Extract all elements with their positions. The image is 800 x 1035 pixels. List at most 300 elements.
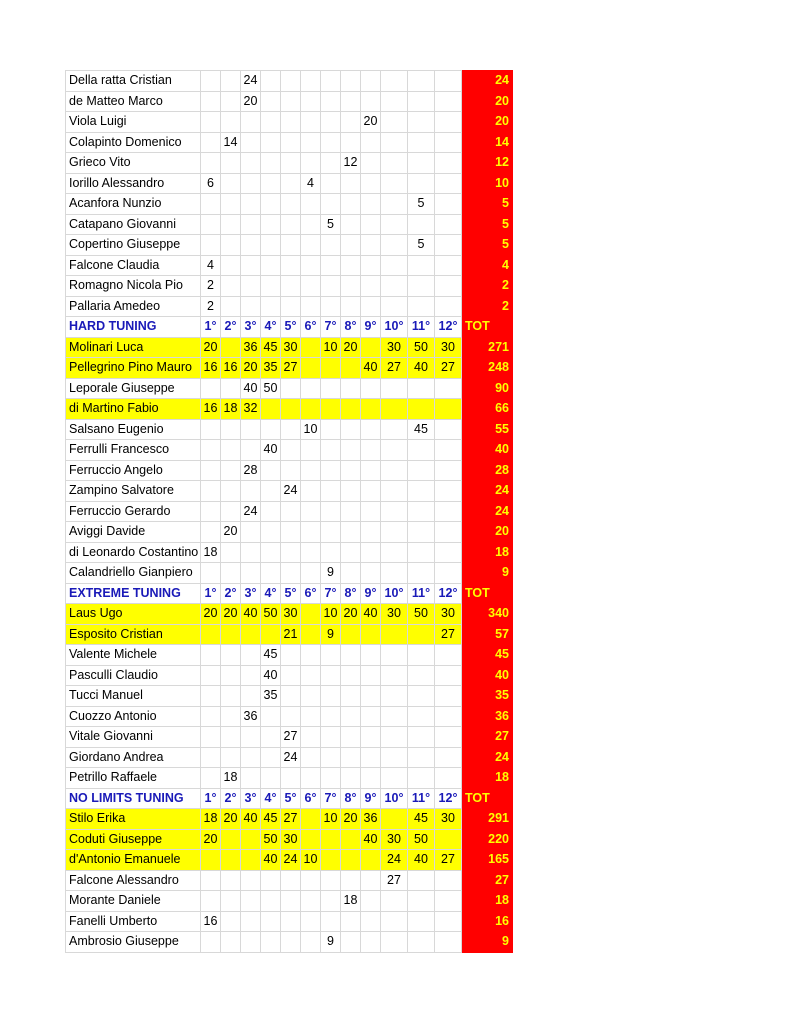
round-score (241, 665, 261, 686)
round-score (201, 132, 221, 153)
round-score (435, 645, 462, 666)
round-score (321, 645, 341, 666)
total-score: 24 (462, 71, 513, 92)
round-score: 20 (241, 91, 261, 112)
round-score (261, 563, 281, 584)
round-score (221, 870, 241, 891)
total-score: 20 (462, 91, 513, 112)
round-score (361, 440, 381, 461)
round-score: 16 (201, 399, 221, 420)
total-score: 5 (462, 194, 513, 215)
round-score (341, 460, 361, 481)
round-header: 3° (241, 788, 261, 809)
round-score (301, 399, 321, 420)
round-header: 2° (221, 583, 241, 604)
round-score (221, 563, 241, 584)
round-score (361, 214, 381, 235)
round-score (341, 132, 361, 153)
table-row (66, 194, 513, 215)
round-score (435, 706, 462, 727)
round-score (241, 276, 261, 297)
round-score (281, 911, 301, 932)
round-score (435, 891, 462, 912)
round-score (201, 153, 221, 174)
driver-name: Aviggi Davide (66, 522, 201, 543)
category-header-row (66, 788, 513, 809)
total-score: 4 (462, 255, 513, 276)
table-row (66, 850, 513, 871)
round-score (408, 173, 435, 194)
round-score: 10 (321, 809, 341, 830)
round-score (281, 522, 301, 543)
round-score (301, 624, 321, 645)
round-header: 7° (321, 317, 341, 338)
round-score: 35 (261, 686, 281, 707)
round-score (281, 440, 301, 461)
round-score (221, 71, 241, 92)
round-score (241, 911, 261, 932)
round-score (341, 91, 361, 112)
round-score (361, 522, 381, 543)
round-header: 11° (408, 583, 435, 604)
round-score (201, 747, 221, 768)
round-score (241, 296, 261, 317)
round-score: 40 (241, 604, 261, 625)
driver-name: Salsano Eugenio (66, 419, 201, 440)
table-row (66, 255, 513, 276)
round-score (241, 173, 261, 194)
total-score: 9 (462, 932, 513, 953)
round-score (301, 378, 321, 399)
round-score (241, 132, 261, 153)
table-row (66, 296, 513, 317)
round-score (321, 358, 341, 379)
round-score (381, 624, 408, 645)
round-score (408, 686, 435, 707)
round-score: 20 (221, 604, 241, 625)
round-score: 20 (341, 337, 361, 358)
round-score: 40 (261, 665, 281, 686)
category-title: HARD TUNING (66, 317, 201, 338)
round-score (281, 460, 301, 481)
round-score (221, 91, 241, 112)
round-score (408, 460, 435, 481)
round-score (408, 624, 435, 645)
round-header: 12° (435, 788, 462, 809)
round-score (301, 645, 321, 666)
round-score (261, 235, 281, 256)
round-score (381, 522, 408, 543)
total-score: 220 (462, 829, 513, 850)
round-score: 40 (361, 358, 381, 379)
round-score: 27 (281, 809, 301, 830)
round-header: 5° (281, 317, 301, 338)
table-row (66, 932, 513, 953)
round-score (261, 91, 281, 112)
round-header: 9° (361, 583, 381, 604)
table-row (66, 809, 513, 830)
standings-body (66, 71, 513, 953)
round-score (221, 932, 241, 953)
table-row (66, 214, 513, 235)
driver-name: Viola Luigi (66, 112, 201, 133)
total-score: 66 (462, 399, 513, 420)
round-score: 40 (361, 829, 381, 850)
round-score (381, 809, 408, 830)
round-score (201, 768, 221, 789)
round-score: 24 (241, 71, 261, 92)
table-row (66, 71, 513, 92)
round-score (281, 768, 301, 789)
round-score: 30 (281, 337, 301, 358)
round-score (281, 71, 301, 92)
round-score (435, 71, 462, 92)
round-header: 4° (261, 583, 281, 604)
round-score (408, 542, 435, 563)
round-score (221, 440, 241, 461)
round-score (341, 173, 361, 194)
round-score: 45 (261, 645, 281, 666)
round-score (435, 296, 462, 317)
round-score (301, 214, 321, 235)
category-header-row (66, 317, 513, 338)
round-score (321, 440, 341, 461)
round-header: 8° (341, 317, 361, 338)
total-score: 18 (462, 768, 513, 789)
round-score (261, 768, 281, 789)
round-score (281, 91, 301, 112)
round-score: 20 (201, 829, 221, 850)
driver-name: Ferruccio Angelo (66, 460, 201, 481)
total-score: 248 (462, 358, 513, 379)
round-score: 16 (221, 358, 241, 379)
round-score (361, 706, 381, 727)
round-header: 3° (241, 583, 261, 604)
total-score: 40 (462, 440, 513, 461)
round-score: 2 (201, 276, 221, 297)
round-score (321, 686, 341, 707)
round-score (221, 255, 241, 276)
table-row (66, 440, 513, 461)
round-score (341, 932, 361, 953)
table-row (66, 235, 513, 256)
table-row (66, 378, 513, 399)
round-score (435, 378, 462, 399)
round-score (261, 522, 281, 543)
round-score: 27 (381, 870, 408, 891)
round-score (321, 173, 341, 194)
table-row (66, 112, 513, 133)
driver-name: Romagno Nicola Pio (66, 276, 201, 297)
round-header: 4° (261, 788, 281, 809)
round-score (381, 747, 408, 768)
round-score (321, 747, 341, 768)
table-row (66, 522, 513, 543)
driver-name: Stilo Erika (66, 809, 201, 830)
round-score (221, 214, 241, 235)
round-score (435, 747, 462, 768)
round-score (221, 337, 241, 358)
round-score (201, 850, 221, 871)
round-score (201, 71, 221, 92)
round-score (201, 440, 221, 461)
table-row (66, 768, 513, 789)
driver-name: Falcone Alessandro (66, 870, 201, 891)
round-score (341, 399, 361, 420)
round-score (361, 911, 381, 932)
round-score (301, 153, 321, 174)
round-score (201, 235, 221, 256)
category-title: EXTREME TUNING (66, 583, 201, 604)
round-score (435, 522, 462, 543)
round-score (301, 891, 321, 912)
round-score (221, 501, 241, 522)
round-score (381, 378, 408, 399)
round-score (435, 235, 462, 256)
round-score: 20 (201, 604, 221, 625)
round-score (301, 809, 321, 830)
round-score (301, 686, 321, 707)
round-score (201, 112, 221, 133)
round-score (261, 624, 281, 645)
round-score (281, 870, 301, 891)
round-score: 4 (301, 173, 321, 194)
standings-sheet (65, 70, 513, 953)
round-score (435, 665, 462, 686)
round-score (301, 522, 321, 543)
round-score (221, 378, 241, 399)
driver-name: Colapinto Domenico (66, 132, 201, 153)
round-score: 30 (381, 337, 408, 358)
round-score (201, 91, 221, 112)
round-score (221, 665, 241, 686)
round-header: 6° (301, 788, 321, 809)
round-score (341, 706, 361, 727)
table-row (66, 665, 513, 686)
round-score: 6 (201, 173, 221, 194)
round-score (381, 399, 408, 420)
round-score (221, 850, 241, 871)
round-score (321, 153, 341, 174)
round-score: 20 (221, 809, 241, 830)
driver-name: Coduti Giuseppe (66, 829, 201, 850)
round-score (381, 891, 408, 912)
round-score (381, 440, 408, 461)
round-score (341, 870, 361, 891)
round-score (361, 501, 381, 522)
round-score (301, 255, 321, 276)
round-score (435, 911, 462, 932)
round-score (221, 624, 241, 645)
round-score (435, 440, 462, 461)
round-score (341, 829, 361, 850)
round-score (201, 932, 221, 953)
round-score (435, 399, 462, 420)
round-header: 11° (408, 317, 435, 338)
table-row (66, 563, 513, 584)
round-score (321, 542, 341, 563)
total-score: 20 (462, 112, 513, 133)
round-score: 2 (201, 296, 221, 317)
round-score (281, 132, 301, 153)
round-score (381, 132, 408, 153)
driver-name: Grieco Vito (66, 153, 201, 174)
round-score (408, 665, 435, 686)
round-score (281, 255, 301, 276)
round-score (201, 624, 221, 645)
round-score (321, 850, 341, 871)
round-score (361, 337, 381, 358)
round-header: 8° (341, 583, 361, 604)
round-score: 27 (381, 358, 408, 379)
round-header: 5° (281, 583, 301, 604)
driver-name: Ferrulli Francesco (66, 440, 201, 461)
round-header: 10° (381, 788, 408, 809)
round-score (381, 911, 408, 932)
round-score (301, 604, 321, 625)
round-score (408, 891, 435, 912)
round-score: 30 (281, 829, 301, 850)
round-score (381, 173, 408, 194)
driver-name: Ferruccio Gerardo (66, 501, 201, 522)
round-score (301, 706, 321, 727)
round-score (261, 296, 281, 317)
round-score (435, 686, 462, 707)
round-score (408, 768, 435, 789)
driver-name: di Martino Fabio (66, 399, 201, 420)
round-score (435, 153, 462, 174)
round-score (241, 850, 261, 871)
round-score (321, 891, 341, 912)
round-header: 2° (221, 317, 241, 338)
round-score: 18 (221, 399, 241, 420)
round-score (281, 276, 301, 297)
table-row (66, 337, 513, 358)
round-score: 9 (321, 563, 341, 584)
table-row (66, 891, 513, 912)
round-score (381, 235, 408, 256)
round-score (281, 645, 301, 666)
round-score (221, 276, 241, 297)
round-score (281, 501, 301, 522)
driver-name: Morante Daniele (66, 891, 201, 912)
round-score (361, 542, 381, 563)
round-score: 27 (435, 850, 462, 871)
round-score (381, 194, 408, 215)
round-score (301, 481, 321, 502)
round-score (381, 768, 408, 789)
round-score: 40 (408, 358, 435, 379)
round-score (241, 891, 261, 912)
round-score: 10 (321, 604, 341, 625)
driver-name: Falcone Claudia (66, 255, 201, 276)
round-score (361, 727, 381, 748)
round-score (408, 112, 435, 133)
round-score (221, 194, 241, 215)
round-score (281, 563, 301, 584)
round-score (341, 214, 361, 235)
total-score: 27 (462, 727, 513, 748)
table-row (66, 624, 513, 645)
round-score (301, 542, 321, 563)
round-score (408, 378, 435, 399)
round-score (408, 481, 435, 502)
round-header: 8° (341, 788, 361, 809)
table-row (66, 911, 513, 932)
table-row (66, 542, 513, 563)
round-score: 45 (408, 809, 435, 830)
round-score (201, 706, 221, 727)
total-score: 35 (462, 686, 513, 707)
round-score (241, 419, 261, 440)
round-score (241, 645, 261, 666)
round-score (301, 460, 321, 481)
round-score (321, 235, 341, 256)
round-score (241, 112, 261, 133)
round-score (341, 194, 361, 215)
round-score (241, 214, 261, 235)
total-score: 2 (462, 296, 513, 317)
round-score: 40 (261, 440, 281, 461)
table-row (66, 645, 513, 666)
round-score (341, 255, 361, 276)
round-score (221, 911, 241, 932)
driver-name: Tucci Manuel (66, 686, 201, 707)
round-score (408, 91, 435, 112)
round-score (435, 542, 462, 563)
driver-name: d'Antonio Emanuele (66, 850, 201, 871)
round-score (381, 214, 408, 235)
round-score (241, 542, 261, 563)
round-score: 20 (221, 522, 241, 543)
round-score (361, 645, 381, 666)
round-score (435, 481, 462, 502)
round-score (301, 768, 321, 789)
round-score (381, 112, 408, 133)
round-score (361, 296, 381, 317)
round-score: 5 (321, 214, 341, 235)
driver-name: Acanfora Nunzio (66, 194, 201, 215)
round-score (321, 870, 341, 891)
round-score (361, 173, 381, 194)
round-score (341, 358, 361, 379)
round-score: 50 (408, 604, 435, 625)
round-score (341, 747, 361, 768)
round-score (201, 645, 221, 666)
round-score (381, 296, 408, 317)
round-score (281, 173, 301, 194)
round-score: 9 (321, 624, 341, 645)
round-score (221, 235, 241, 256)
round-score (408, 296, 435, 317)
round-score (281, 891, 301, 912)
round-score: 40 (408, 850, 435, 871)
round-header: 10° (381, 317, 408, 338)
round-score (301, 276, 321, 297)
round-score (261, 173, 281, 194)
round-score (321, 665, 341, 686)
round-score: 32 (241, 399, 261, 420)
round-score (361, 132, 381, 153)
total-score: 28 (462, 460, 513, 481)
round-header: 12° (435, 583, 462, 604)
driver-name: Esposito Cristian (66, 624, 201, 645)
round-score: 30 (435, 337, 462, 358)
category-header-row (66, 583, 513, 604)
table-row (66, 460, 513, 481)
round-score (301, 194, 321, 215)
round-score (381, 501, 408, 522)
